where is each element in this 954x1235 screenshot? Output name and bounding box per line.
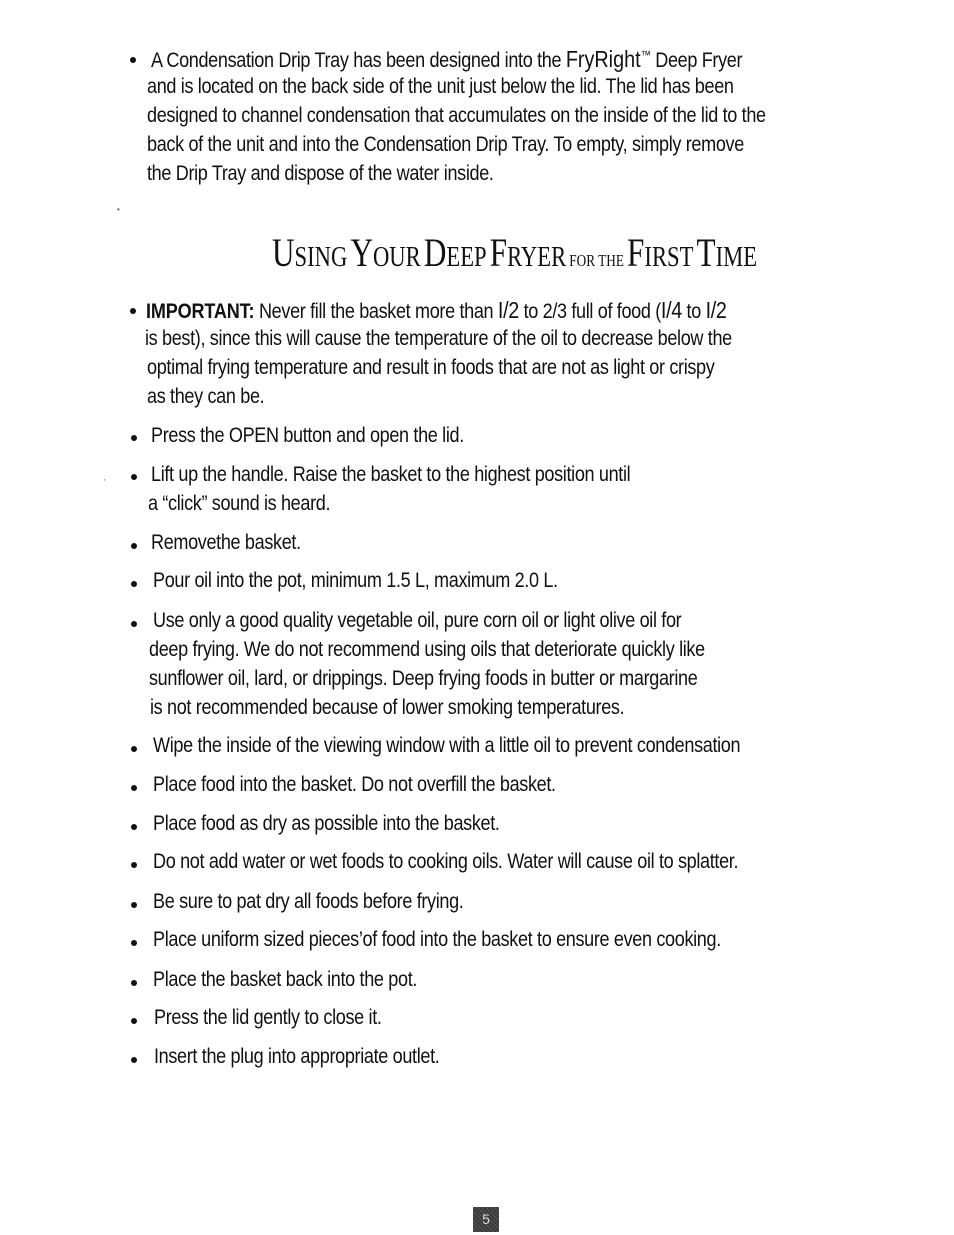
step-open-lid: Press the OPEN button and open the lid. xyxy=(151,424,464,447)
step-remove-basket: Removethe basket. xyxy=(151,531,301,554)
bullet xyxy=(131,435,137,441)
brand-name: FryRight xyxy=(565,46,641,72)
step-oil-type-3: sunflower oil, lard, or drippings. Deep frying foods in butter or margarine xyxy=(149,667,698,690)
important-line-1: IMPORTANT: Never fill the basket more than I/2 to 2/3 full of food (I/4 to I/2 xyxy=(146,297,727,323)
step-insert-plug: Insert the plug into appropriate outlet. xyxy=(154,1045,440,1068)
step-close-lid: Press the lid gently to close it. xyxy=(154,1006,382,1029)
step-lift-handle: Lift up the handle. Raise the basket to the highest position until xyxy=(151,463,631,486)
step-lift-handle-cont: a “click” sound is heard. xyxy=(148,492,331,515)
bullet xyxy=(131,940,137,946)
step-oil-type-2: deep frying. We do not recommend using oils that deteriorate quickly like xyxy=(149,638,705,661)
intro-line-5: the Drip Tray and dispose of the water inside. xyxy=(147,162,494,185)
bullet xyxy=(130,308,136,314)
step-uniform-pieces: Place uniform sized pieces’of food into the basket to ensure even cooking. xyxy=(153,928,721,951)
bullet xyxy=(131,746,137,752)
stray-mark: ' xyxy=(104,478,106,487)
bullet xyxy=(131,543,137,549)
bullet xyxy=(131,862,137,868)
step-place-food: Place food into the basket. Do not overfill the basket. xyxy=(153,773,556,796)
intro-line-2: and is located on the back side of the unit just below the lid. The lid has been xyxy=(147,75,734,98)
step-pour-oil: Pour oil into the pot, minimum 1.5 L, maximum 2.0 L. xyxy=(153,569,558,592)
bullet xyxy=(131,1018,137,1024)
step-basket-back: Place the basket back into the pot. xyxy=(153,968,418,991)
important-line-2: is best), since this will cause the temperature of the oil to decrease below the xyxy=(145,327,732,350)
important-line-4: as they can be. xyxy=(147,385,265,408)
intro-line-1: A Condensation Drip Tray has been designed into the FryRight™ Deep Fryer xyxy=(151,46,743,72)
bullet xyxy=(131,980,137,986)
important-label: IMPORTANT: xyxy=(146,300,255,323)
stray-mark: • xyxy=(117,205,120,214)
step-oil-type-4: is not recommended because of lower smoking temperatures. xyxy=(150,696,625,719)
bullet xyxy=(131,785,137,791)
step-wipe-window: Wipe the inside of the viewing window with a little oil to prevent condensation xyxy=(153,734,741,757)
bullet xyxy=(131,581,137,587)
bullet xyxy=(130,57,136,63)
intro-line-3: designed to channel condensation that accumulates on the inside of the lid to the xyxy=(147,104,766,127)
bullet xyxy=(131,1057,137,1063)
bullet xyxy=(131,902,137,908)
important-line-3: optimal frying temperature and result in foods that are not as light or crispy xyxy=(147,356,715,379)
bullet xyxy=(131,621,137,627)
intro-line-4: back of the unit and into the Condensation Drip Tray. To empty, simply remove xyxy=(147,133,744,156)
step-dry-food: Place food as dry as possible into the basket. xyxy=(153,812,500,835)
step-oil-type-1: Use only a good quality vegetable oil, pure corn oil or light olive oil for xyxy=(153,609,682,632)
page-number: 5 xyxy=(473,1207,499,1232)
bullet xyxy=(131,474,137,480)
step-no-water: Do not add water or wet foods to cooking oils. Water will cause oil to splatter. xyxy=(153,850,739,873)
bullet xyxy=(131,824,137,830)
trademark-symbol: ™ xyxy=(640,48,651,62)
section-heading: USING YOUR DEEP FRYER FOR THE FIRST TIME xyxy=(272,230,758,275)
step-pat-dry: Be sure to pat dry all foods before frying. xyxy=(153,890,464,913)
